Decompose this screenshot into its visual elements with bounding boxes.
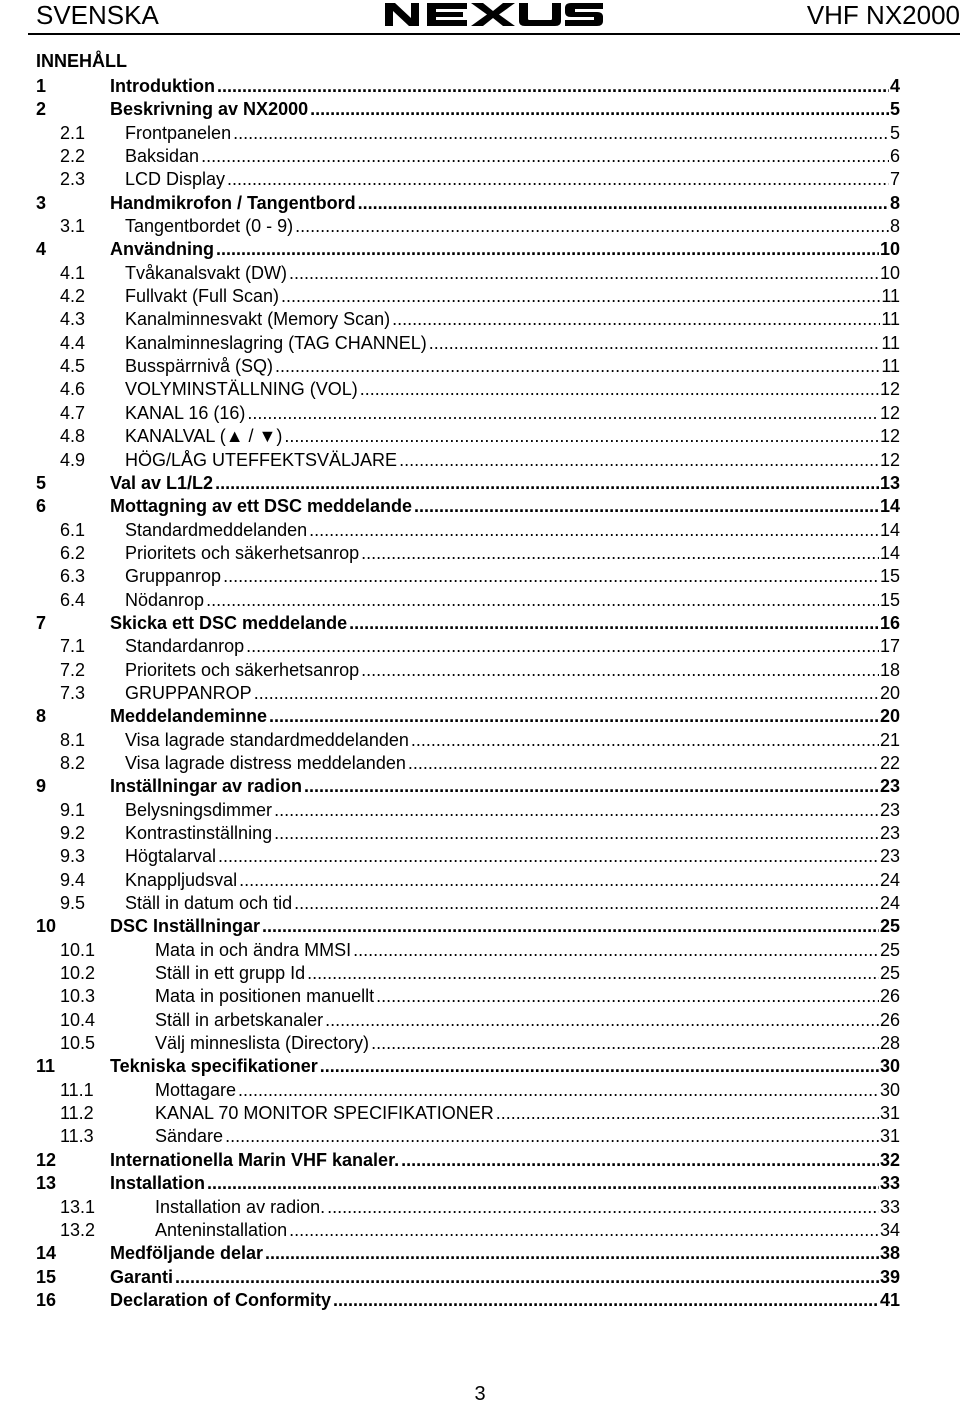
toc-dot-leader (225, 1125, 879, 1148)
toc-entry-number: 4.5 (60, 356, 86, 377)
toc-entry-number: 11 (36, 1056, 56, 1077)
toc-dot-leader (361, 659, 879, 682)
toc-entry[interactable] (36, 308, 900, 331)
toc-entry-page: 18 (879, 659, 900, 680)
toc-entry-page: 38 (879, 1243, 900, 1264)
toc-entry-page: 21 (879, 729, 900, 750)
nexus-logo (383, 0, 605, 28)
toc-dot-leader (265, 1242, 879, 1265)
toc-entry-page: 23 (879, 776, 900, 797)
toc-entry-number: 4.7 (60, 402, 86, 423)
toc-entry-number: 11.2 (60, 1103, 94, 1124)
toc-entry[interactable] (36, 402, 900, 425)
toc-entry[interactable] (36, 962, 900, 985)
toc-entry[interactable] (36, 589, 900, 612)
toc-entry-title: Medföljande delar (110, 1243, 264, 1264)
toc-dot-leader (327, 1196, 879, 1219)
toc-dot-leader (215, 472, 879, 495)
toc-entry[interactable] (36, 775, 900, 798)
toc-dot-leader (411, 729, 879, 752)
toc-entry-number: 4.6 (60, 379, 86, 400)
toc-entry[interactable] (36, 565, 900, 588)
toc-entry[interactable] (36, 1266, 900, 1289)
toc-entry-page: 12 (879, 449, 900, 470)
toc-dot-leader (408, 752, 879, 775)
toc-entry-title: Tekniska specifikationer (110, 1056, 318, 1077)
toc-entry-number: 16 (36, 1289, 57, 1310)
toc-dot-leader (320, 1055, 879, 1078)
toc-entry-page: 10 (879, 239, 900, 260)
toc-entry-title: KANAL 70 MONITOR SPECIFIKATIONER (155, 1103, 494, 1124)
toc-entry-number: 5 (36, 472, 47, 493)
toc-dot-leader (304, 775, 879, 798)
toc-dot-leader (358, 192, 889, 215)
toc-dot-leader (289, 262, 879, 285)
toc-entry-title: Kanalminnesvakt (Memory Scan) (125, 309, 391, 330)
toc-entry-title: Knappljudsval (125, 869, 238, 890)
toc-entry[interactable] (36, 425, 900, 448)
toc-entry-page: 28 (879, 1033, 900, 1054)
toc-entry-title: Ställ in datum och tid (125, 893, 293, 914)
toc-dot-leader (289, 1219, 879, 1242)
toc-dot-leader (496, 1102, 879, 1125)
toc-entry-page: 30 (879, 1056, 900, 1077)
toc-entry-page: 23 (879, 799, 900, 820)
toc-entry-number: 6.4 (60, 589, 86, 610)
toc-entry-number: 2 (36, 99, 47, 120)
toc-entry[interactable] (36, 822, 900, 845)
toc-entry-number: 13.1 (60, 1196, 96, 1217)
toc-dot-leader (414, 495, 879, 518)
toc-dot-leader (254, 682, 879, 705)
toc-entry-page: 25 (879, 916, 900, 937)
toc-entry-title: KANAL 16 (16) (125, 402, 246, 423)
toc-entry-title: Installation av radion. (155, 1196, 326, 1217)
toc-entry-page: 12 (879, 426, 900, 447)
toc-entry-number: 9.1 (60, 799, 86, 820)
toc-entry-page: 31 (879, 1126, 900, 1147)
toc-entry-page: 6 (889, 146, 900, 167)
toc-entry-page: 14 (879, 542, 900, 563)
toc-entry-number: 4.9 (60, 449, 86, 470)
page-header (0, 0, 960, 36)
toc-entry-title: Mottagning av ett DSC meddelande (110, 496, 413, 517)
toc-entry-title: Introduktion (110, 76, 215, 96)
toc-dot-leader (429, 332, 881, 355)
toc-entry-page: 34 (879, 1219, 900, 1240)
toc-entry[interactable] (36, 1032, 900, 1055)
toc-entry-page: 25 (879, 939, 900, 960)
toc-entry-title: Mata in positionen manuellt (155, 986, 375, 1007)
toc-dot-leader (274, 822, 879, 845)
toc-dot-leader (284, 425, 879, 448)
toc-entry-number: 13.2 (60, 1219, 96, 1240)
toc-entry-title: LCD Display (125, 169, 226, 190)
toc-entry-number: 11.1 (60, 1079, 94, 1100)
toc-entry-title: Nödanrop (125, 589, 205, 610)
toc-entry-title: Mata in och ändra MMSI (155, 939, 352, 960)
toc-entry-title: Kontrastinställning (125, 823, 273, 843)
toc-entry-page: 12 (879, 379, 900, 400)
toc-entry-title: GRUPPANROP (125, 682, 252, 703)
toc-entry[interactable] (36, 122, 900, 145)
toc-entry-page: 13 (879, 472, 900, 493)
toc-entry-number: 4 (36, 239, 47, 260)
toc-entry-number: 15 (36, 1266, 57, 1287)
toc-entry[interactable] (36, 192, 900, 215)
toc-entry-page: 16 (879, 612, 900, 633)
toc-entry-title: Garanti (110, 1266, 174, 1287)
toc-entry-title: Visa lagrade distress meddelanden (125, 752, 406, 773)
toc-entry[interactable] (36, 215, 900, 238)
toc-entry[interactable] (36, 985, 900, 1008)
toc-entry-number: 10.2 (60, 963, 96, 984)
toc-entry[interactable] (36, 332, 900, 355)
toc-entry-page: 33 (879, 1196, 900, 1217)
toc-dot-leader (325, 1009, 879, 1032)
toc-entry-number: 8 (36, 706, 47, 727)
toc-entry-number: 2.3 (60, 169, 86, 190)
toc-dot-leader (294, 892, 879, 915)
toc-entry-number: 4.4 (60, 332, 86, 353)
toc-entry-number: 1 (36, 76, 47, 96)
toc-entry[interactable] (36, 1125, 900, 1148)
toc-entry-number: 2.2 (60, 146, 86, 167)
toc-entry-number: 4.1 (60, 262, 86, 283)
toc-entry[interactable] (36, 355, 900, 378)
toc-heading: INNEHÅLL (36, 51, 127, 71)
toc-entry-page: 23 (879, 846, 900, 867)
toc-entry-page: 4 (889, 76, 900, 96)
toc-entry-title: Meddelandeminne (110, 706, 268, 727)
toc-entry-title: Frontpanelen (125, 122, 232, 143)
toc-entry-title: VOLYMINSTÄLLNING (VOL) (125, 379, 358, 400)
toc-entry-number: 9.3 (60, 846, 86, 867)
toc-entry-page: 26 (879, 1009, 900, 1030)
toc-dot-leader (392, 308, 880, 331)
toc-entry[interactable] (36, 635, 900, 658)
toc-entry-page: 23 (879, 823, 900, 843)
toc-dot-leader (349, 612, 879, 635)
toc-dot-leader (238, 1079, 879, 1102)
toc-entry-page: 41 (879, 1289, 900, 1310)
toc-entry-page: 11 (881, 356, 900, 377)
toc-entry-page: 8 (889, 192, 900, 213)
toc-dot-leader (274, 799, 879, 822)
toc-entry[interactable] (36, 1149, 900, 1172)
toc-entry[interactable] (36, 1102, 900, 1125)
toc-entry-page: 26 (879, 986, 900, 1007)
toc-entry[interactable] (36, 705, 900, 728)
toc-dot-leader (207, 1172, 879, 1195)
toc-entry-title: Fullvakt (Full Scan) (125, 286, 280, 307)
toc-entry-page: 39 (879, 1266, 900, 1287)
toc-entry-number: 2.1 (60, 122, 86, 143)
toc-entry[interactable] (36, 542, 900, 565)
toc-entry[interactable] (36, 1219, 900, 1242)
toc-entry[interactable] (36, 1055, 900, 1078)
toc-entry[interactable] (36, 845, 900, 868)
toc-entry-page: 14 (879, 496, 900, 517)
toc-entry[interactable] (36, 75, 900, 98)
toc-entry-page: 8 (889, 216, 900, 237)
toc-entry-page: 20 (879, 706, 900, 727)
toc-entry-page: 22 (879, 752, 900, 773)
toc-entry-page: 25 (879, 963, 900, 984)
toc-entry-number: 4.8 (60, 426, 86, 447)
toc-entry-title: Val av L1/L2 (110, 472, 214, 493)
toc-entry-title: Tvåkanalsvakt (DW) (125, 262, 288, 283)
toc-entry[interactable] (36, 1242, 900, 1265)
toc-dot-leader (376, 985, 879, 1008)
toc-dot-leader (295, 215, 889, 238)
toc-entry-number: 11.3 (60, 1126, 94, 1147)
toc-entry[interactable] (36, 659, 900, 682)
toc-entry-number: 13 (36, 1173, 57, 1194)
toc-entry-page: 24 (879, 893, 900, 914)
toc-entry-page: 7 (889, 169, 900, 190)
header-rule (28, 33, 960, 35)
toc-entry-number: 10.4 (60, 1009, 96, 1030)
toc-entry-title: Installation (110, 1173, 206, 1194)
toc-entry-page: 5 (889, 122, 900, 143)
toc-entry-page: 12 (879, 402, 900, 423)
toc-entry[interactable] (36, 939, 900, 962)
toc-entry-number: 4.3 (60, 309, 86, 330)
toc-entry-number: 6.1 (60, 519, 86, 540)
toc-dot-leader (361, 542, 879, 565)
toc-dot-leader (399, 449, 879, 472)
toc-entry[interactable] (36, 378, 900, 401)
toc-entry-number: 9 (36, 776, 47, 797)
toc-entry-page: 15 (879, 566, 900, 587)
toc-entry-title: Välj minneslista (Directory) (155, 1033, 370, 1054)
toc-dot-leader (218, 845, 879, 868)
toc-entry[interactable] (36, 1079, 900, 1102)
toc-entry[interactable] (36, 495, 900, 518)
toc-entry-title: Prioritets och säkerhetsanrop (125, 542, 360, 563)
toc-entry-number: 7.3 (60, 682, 86, 703)
toc-entry-title: Ställ in arbetskanaler (155, 1009, 324, 1030)
toc-dot-leader (281, 285, 880, 308)
toc-entry-title: Inställningar av radion (110, 776, 303, 797)
toc-entry-number: 3 (36, 192, 47, 213)
toc-entry-page: 20 (879, 682, 900, 703)
toc-entry-number: 12 (36, 1149, 57, 1170)
toc-entry-number: 10 (36, 916, 57, 937)
toc-entry[interactable] (36, 612, 900, 635)
toc-dot-leader (175, 1266, 879, 1289)
toc-entry-title: Prioritets och säkerhetsanrop (125, 659, 360, 680)
toc-entry-number: 6 (36, 496, 47, 517)
toc-entry-number: 8.1 (60, 729, 86, 750)
toc-entry-page: 14 (879, 519, 900, 540)
toc-dot-leader (401, 1149, 879, 1172)
toc-entry[interactable] (36, 1009, 900, 1032)
toc-entry-number: 8.2 (60, 752, 86, 773)
toc-dot-leader (233, 122, 889, 145)
toc-entry[interactable] (36, 915, 900, 938)
toc-entry-title: Visa lagrade standardmeddelanden (125, 729, 409, 750)
page-number: 3 (474, 1383, 486, 1405)
toc-entry-title: Internationella Marin VHF kanaler. (110, 1149, 400, 1170)
toc-dot-leader (333, 1289, 879, 1312)
toc-entry-page: 11 (881, 286, 900, 307)
toc-entry[interactable] (36, 799, 900, 822)
toc-dot-leader (262, 915, 879, 938)
toc-dot-leader (269, 705, 879, 728)
toc-entry-title: Kanalminneslagring (TAG CHANNEL) (125, 332, 427, 353)
toc-entry-page: 5 (889, 99, 900, 120)
toc-entry-page: 32 (879, 1149, 900, 1170)
toc-entry-page: 33 (879, 1173, 900, 1194)
toc-entry-title: Ställ in ett grupp Id (155, 963, 306, 984)
toc-entry-number: 10.5 (60, 1033, 96, 1054)
toc-entry-title: Tangentbordet (0 - 9) (125, 216, 294, 237)
toc-entry-title: Standardanrop (125, 636, 245, 657)
toc-entry[interactable] (36, 869, 900, 892)
toc-entry-page: 17 (879, 636, 900, 657)
toc-dot-leader (239, 869, 879, 892)
toc-entry[interactable] (36, 729, 900, 752)
toc-entry-number: 7.2 (60, 659, 86, 680)
toc-entry[interactable] (36, 892, 900, 915)
toc-entry[interactable] (36, 98, 900, 121)
toc-entry[interactable] (36, 262, 900, 285)
toc-dot-leader (307, 962, 879, 985)
toc-entry-title: Baksidan (125, 146, 200, 167)
toc-dot-leader (247, 402, 879, 425)
toc-entry-page: 15 (879, 589, 900, 610)
toc-entry-number: 6.3 (60, 566, 86, 587)
toc-entry[interactable] (36, 472, 900, 495)
toc-entry[interactable] (36, 1289, 900, 1312)
toc-entry[interactable] (36, 168, 900, 191)
toc-entry-title: KANALVAL (▲ / ▼) (125, 426, 283, 447)
toc-entry-title: Beskrivning av NX2000 (110, 99, 309, 120)
toc-dot-leader (353, 939, 879, 962)
toc-entry-number: 3.1 (60, 216, 86, 237)
toc-dot-leader (206, 589, 879, 612)
toc-entry[interactable] (36, 519, 900, 542)
toc-entry-title: HÖG/LÅG UTEFFEKTSVÄLJARE (125, 449, 398, 470)
toc-dot-leader (227, 168, 889, 191)
toc-dot-leader (216, 238, 879, 261)
toc-entry[interactable] (36, 145, 900, 168)
toc-entry-number: 4.2 (60, 286, 86, 307)
toc-entry-number: 10.1 (60, 939, 96, 960)
toc-dot-leader (275, 355, 880, 378)
toc-entry-title: Användning (110, 239, 214, 260)
toc-dot-leader (309, 519, 879, 542)
toc-entry-number: 7 (36, 612, 47, 633)
toc-entry[interactable] (36, 238, 900, 261)
toc-entry-page: 30 (879, 1079, 900, 1100)
toc-entry-title: DSC Inställningar (110, 916, 261, 937)
toc-entry-title: Declaration of Conformity (110, 1289, 332, 1310)
toc-entry-number: 7.1 (60, 636, 86, 657)
toc-entry-number: 9.4 (60, 869, 86, 890)
toc-entry-page: 11 (881, 309, 900, 330)
toc-entry-title: Anteninstallation (155, 1219, 288, 1240)
toc-dot-leader (201, 145, 889, 168)
toc-entry-page: 31 (879, 1103, 900, 1124)
toc-dot-leader (223, 565, 879, 588)
toc-entry[interactable] (36, 752, 900, 775)
toc-entry-title: Standardmeddelanden (125, 519, 308, 540)
toc-entry[interactable] (36, 682, 900, 705)
toc-entry-title: Busspärrnivå (SQ) (125, 356, 274, 377)
toc-entry-number: 6.2 (60, 542, 86, 563)
toc-dot-leader (246, 635, 879, 658)
toc-dot-leader (371, 1032, 879, 1055)
toc-entry-title: Högtalarval (125, 846, 217, 867)
toc-entry[interactable] (36, 1196, 900, 1219)
toc-entry-title: Skicka ett DSC meddelande (110, 612, 348, 633)
toc-entry-title: Belysningsdimmer (125, 799, 273, 820)
toc-entry-page: 11 (881, 332, 900, 353)
toc-entry[interactable] (36, 1172, 900, 1195)
toc-entry-page: 24 (879, 869, 900, 890)
toc-dot-leader (360, 378, 879, 401)
toc-entry-title: Handmikrofon / Tangentbord (110, 192, 356, 213)
toc-entry-title: Sändare (155, 1126, 224, 1147)
header-model: VHF NX2000 (806, 0, 960, 30)
toc-entry-number: 14 (36, 1243, 57, 1264)
toc-entry[interactable] (36, 449, 900, 472)
toc-entry-title: Gruppanrop (125, 566, 222, 587)
toc-entry-number: 10.3 (60, 986, 96, 1007)
toc-entry-page: 10 (879, 262, 900, 283)
table-of-contents (36, 75, 900, 1312)
toc-entry[interactable] (36, 285, 900, 308)
toc-entry-number: 9.2 (60, 823, 86, 843)
header-language: SVENSKA (36, 0, 159, 30)
toc-dot-leader (217, 75, 889, 98)
toc-entry-number: 9.5 (60, 893, 86, 914)
toc-dot-leader (310, 98, 889, 121)
toc-entry-title: Mottagare (155, 1079, 237, 1100)
